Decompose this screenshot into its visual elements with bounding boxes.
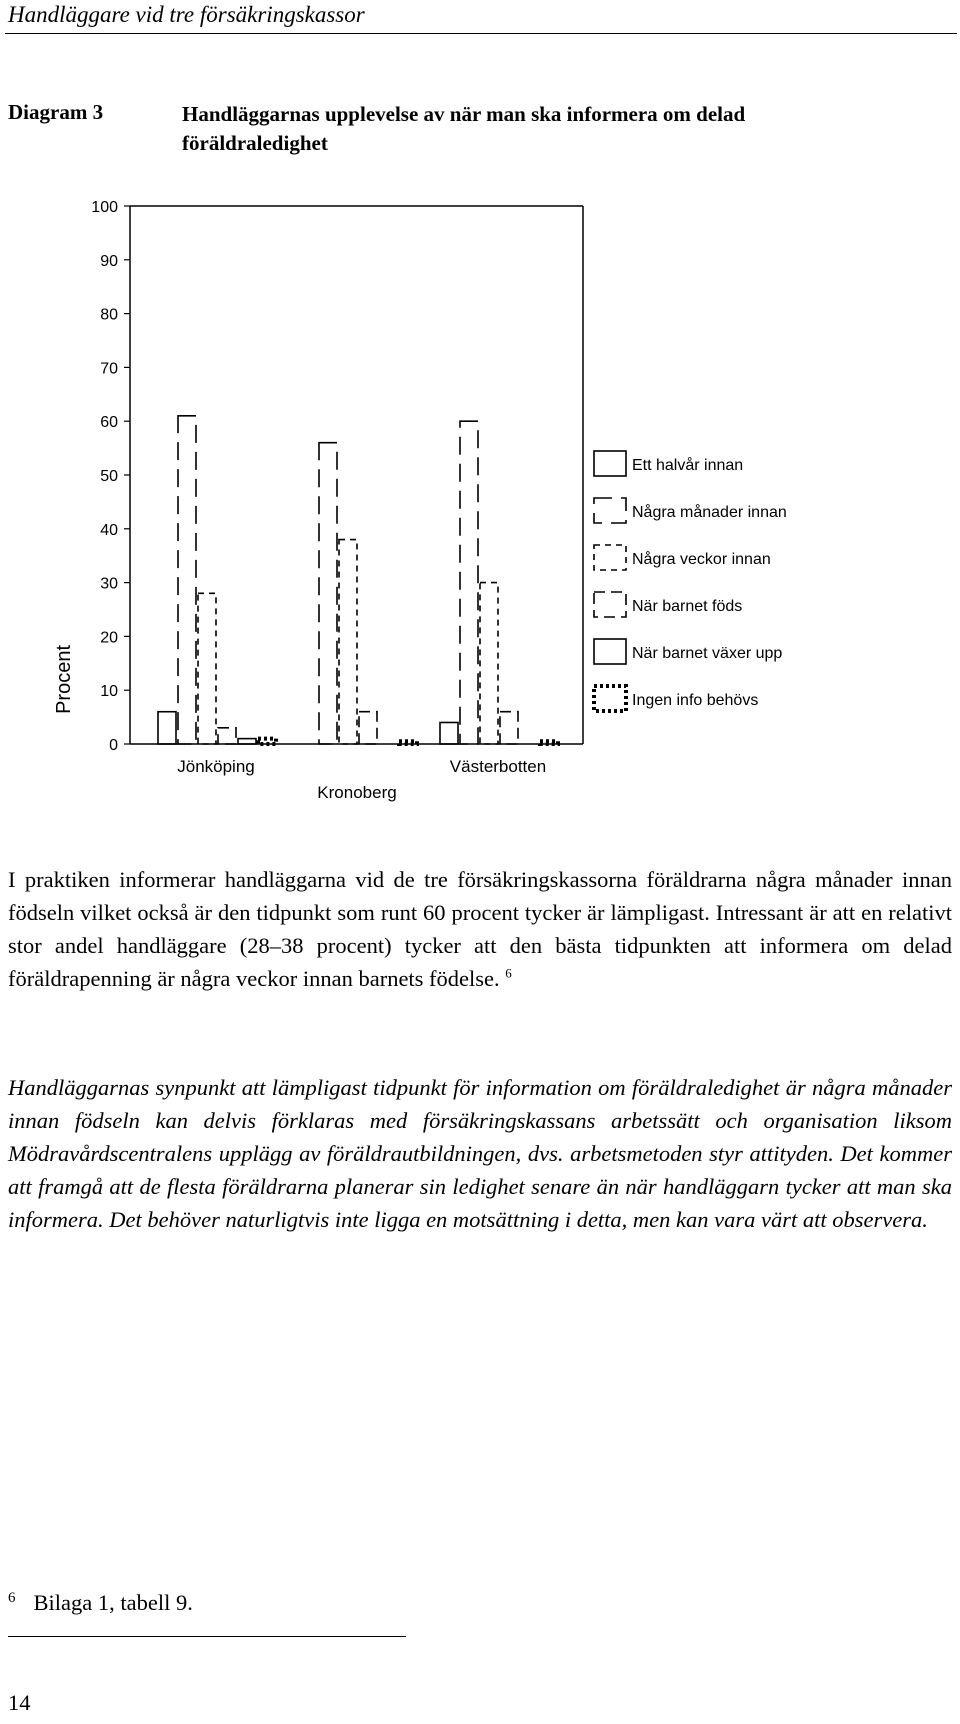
running-header: Handläggare vid tre försäkringskassor bbox=[8, 2, 365, 27]
y-axis-label: Procent bbox=[53, 644, 75, 714]
y-tick-label: 10 bbox=[100, 683, 118, 701]
figure-title: Handläggarnas upplevelse av när man ska informera om delad föräldraledighet bbox=[182, 102, 746, 155]
bar-2-2 bbox=[480, 583, 498, 744]
legend-swatch bbox=[594, 498, 626, 523]
footnote-rule bbox=[8, 1636, 406, 1637]
legend-label: När barnet föds bbox=[632, 598, 743, 615]
y-tick-label: 90 bbox=[100, 252, 118, 270]
bar-2-3 bbox=[500, 712, 518, 744]
y-tick-label: 70 bbox=[100, 360, 118, 378]
legend-label: När barnet växer upp bbox=[632, 645, 783, 662]
y-tick-label: 60 bbox=[100, 414, 118, 432]
x-category-label: Västerbotten bbox=[449, 757, 547, 776]
bar-0-0 bbox=[158, 712, 176, 744]
header-rule bbox=[5, 33, 957, 34]
legend-swatch bbox=[594, 592, 626, 617]
y-tick-label: 30 bbox=[100, 575, 118, 593]
footnote bbox=[8, 1590, 193, 1616]
legend-swatch bbox=[594, 686, 626, 711]
bar-1-2 bbox=[339, 540, 357, 744]
bar-2-0 bbox=[440, 722, 458, 744]
bar-2-1 bbox=[460, 421, 478, 744]
bar-0-5 bbox=[258, 739, 276, 744]
legend-label: Några månader innan bbox=[632, 504, 787, 521]
bar-1-1 bbox=[319, 443, 337, 744]
legend-swatch bbox=[594, 639, 626, 664]
legend-label: Ett halvår innan bbox=[632, 457, 744, 474]
figure-label: Diagram 3 bbox=[8, 100, 104, 124]
y-tick-label: 0 bbox=[109, 737, 118, 754]
page-number: 14 bbox=[8, 1690, 31, 1715]
paragraph-1 bbox=[8, 863, 952, 995]
bar-0-1 bbox=[178, 416, 196, 744]
y-tick-label: 80 bbox=[100, 306, 118, 324]
y-tick-label: 20 bbox=[100, 629, 118, 647]
footnote-ref[interactable]: 6 bbox=[505, 965, 512, 981]
footnote-text: Bilaga 1, tabell 9. bbox=[33, 1590, 193, 1615]
paragraph-1-text: I praktiken informerar handläggarna vid de tre försäkringskassorna föräldrarna några månader innan födseln vilket också är den tidpunkt som runt 60 procent tycker är lämpligast. Intressant är att en relativt stor andel handläggare (28–38 procent) tycker att den bästa tidpunkten att informera om delad föräldrapenning är några veckor innan barnets födelse. bbox=[8, 867, 952, 991]
y-tick-label: 50 bbox=[100, 468, 118, 485]
paragraph-2: Handläggarnas synpunkt att lämpligast tidpunkt för information om föräldraledighet är några månader innan födseln kan delvis förklaras med försäkringskassans arbetssätt och organisation liksom Mödravårdscentralens upplägg av föräldrautbildningen, dvs. arbetsmetoden styr attityden. Det kommer att framgå att de flesta föräldrarna planerar sin ledighet senare än när handläggarn tycker att man ska informera. Det behöver naturligtvis inte ligga en motsättning i detta, men kan vara värt att observera. bbox=[8, 1075, 952, 1232]
bar-0-2 bbox=[198, 593, 216, 744]
y-tick-label: 40 bbox=[100, 521, 118, 539]
x-category-label: Kronoberg bbox=[317, 783, 397, 802]
legend-label: Några veckor innan bbox=[632, 551, 771, 568]
legend-swatch bbox=[594, 451, 626, 476]
footnote-number: 6 bbox=[8, 1590, 16, 1606]
bar-chart bbox=[0, 185, 960, 802]
bar-0-4 bbox=[238, 739, 256, 744]
legend-label: Ingen info behövs bbox=[632, 692, 759, 709]
bar-0-3 bbox=[218, 728, 236, 744]
x-category-label: Jönköping bbox=[177, 757, 255, 776]
legend-swatch bbox=[594, 545, 626, 570]
y-tick-label: 100 bbox=[91, 199, 118, 216]
bar-1-3 bbox=[359, 712, 377, 744]
